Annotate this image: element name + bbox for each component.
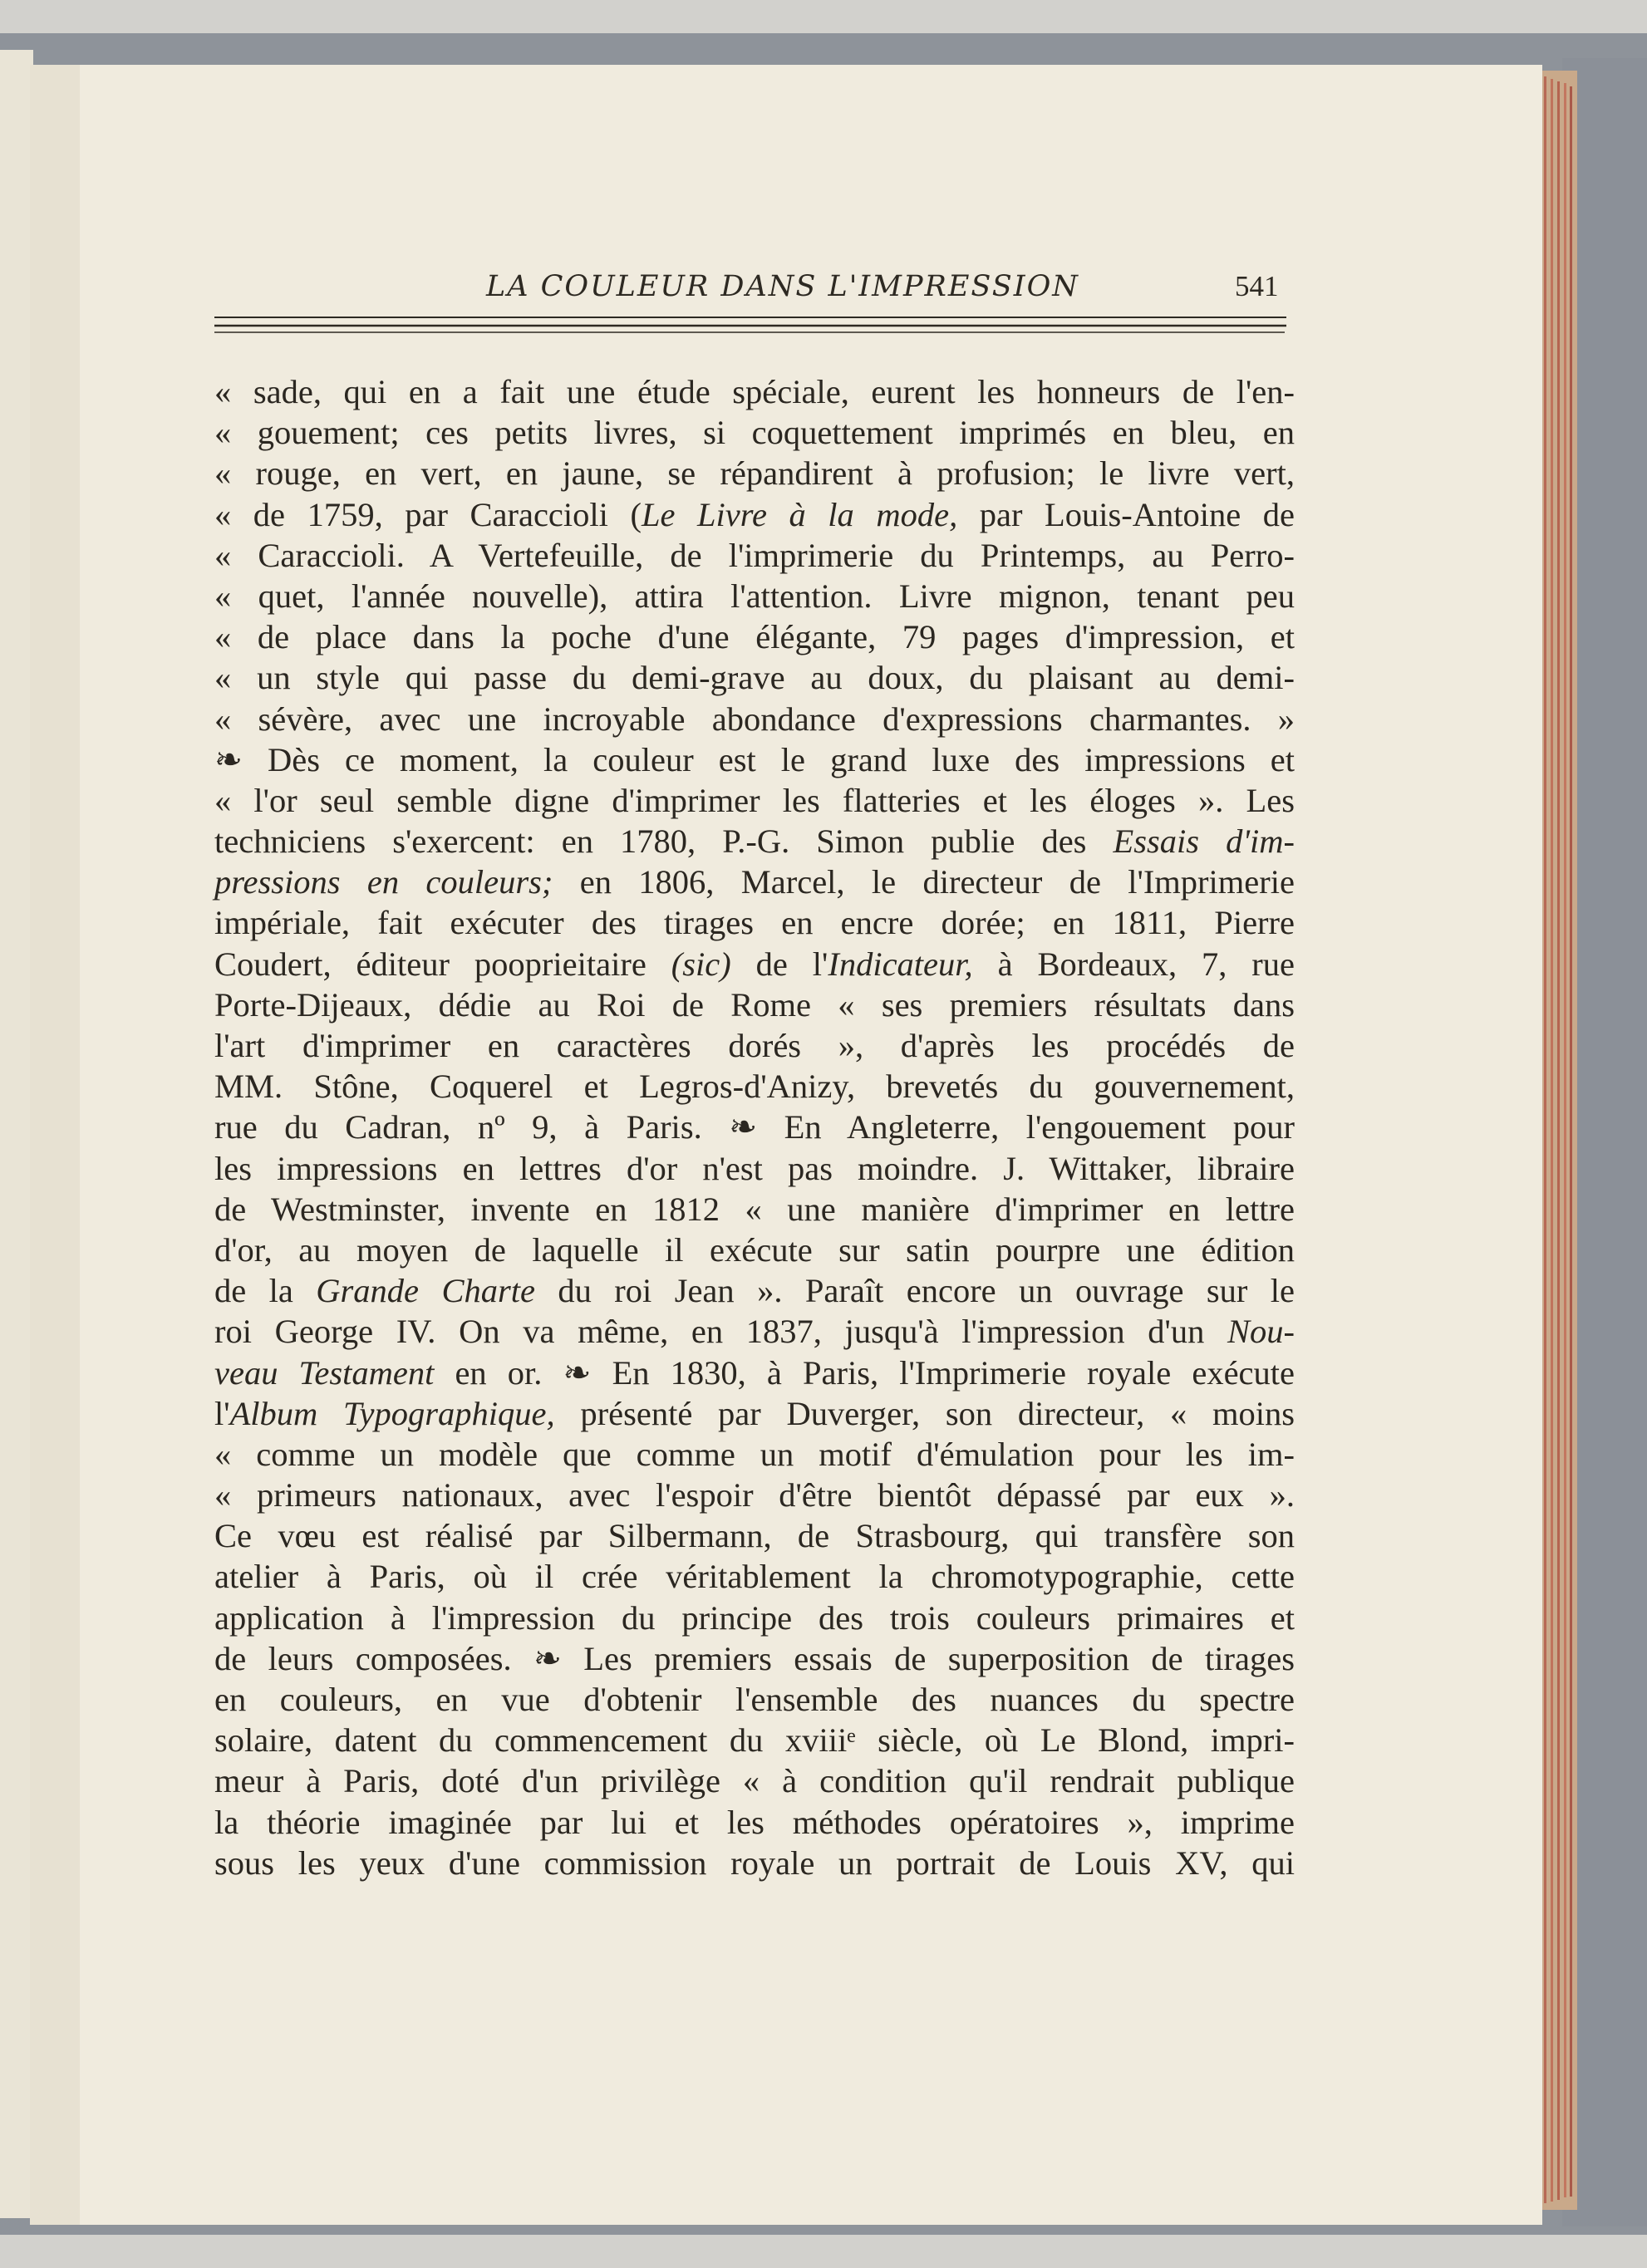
text-span: roi George IV. On va même, en 1837, jusqu'à l'impression d'un [214,1313,1227,1351]
text-span: à Bordeaux, 7, rue [972,945,1295,983]
text-span: « sévère, avec une incroyable abondance d'expressions charmantes. » [214,700,1295,738]
text-span: la théorie imaginée par lui et les méthodes opératoires », imprime [214,1803,1295,1841]
text-span: en couleurs, en vue d'obtenir l'ensemble des nuances du spectre [214,1681,1295,1718]
text-line [214,1311,1295,1352]
text-line [214,1598,1295,1638]
text-span: en 1806, Marcel, le directeur de l'Imprimerie [553,863,1295,901]
text-line [214,1025,1295,1066]
italic-span: Grande Charte [316,1272,535,1310]
text-span: de leurs composées. ❧ Les premiers essais de superposition de tirages [214,1639,1295,1677]
text-span: ❧ Dès ce moment, la couleur est le grand luxe des impressions et [214,740,1295,778]
text-line [214,1556,1295,1597]
text-span: « l'or seul semble digne d'imprimer les flatteries et les éloges ». Les [214,781,1295,819]
text-span: « comme un modèle que comme un motif d'émulation pour les im- [214,1435,1295,1473]
text-line [214,739,1295,780]
italic-span: veau Testament [214,1353,435,1392]
text-span: de Westminster, invente en 1812 « une manière d'imprimer en lettre [214,1190,1295,1228]
text-line [214,1434,1295,1475]
page-number: 541 [1235,270,1279,302]
text-line [214,371,1295,412]
text-span: meur à Paris, doté d'un privilège « à condition qu'il rendrait publique [214,1762,1295,1800]
text-span: Ce vœu est réalisé par Silbermann, de Strasbourg, qui transfère son [214,1517,1295,1555]
italic-span: Essais d'im- [1113,822,1295,861]
text-span: du roi Jean ». Paraît encore un ouvrage sur le [534,1272,1295,1310]
text-line [214,944,1295,984]
text-span: d'or, au moyen de laquelle il exécute sur satin pourpre une édition [214,1230,1295,1269]
text-span: « un style qui passe du demi-grave au doux, du plaisant au demi- [214,659,1295,697]
text-span: « de 1759, par Caraccioli ( [214,495,642,533]
text-line [214,1148,1295,1189]
italic-span: Album Typographique, [229,1394,555,1432]
text-line [214,1393,1295,1434]
text-line [214,1802,1295,1843]
text-span: « de place dans la poche d'une élégante, 79 pages d'impression, et [214,618,1295,656]
text-span: « primeurs nationaux, avec l'espoir d'être bientôt dépassé par eux ». [214,1476,1295,1514]
text-span: « gouement; ces petits livres, si coquettement imprimés en bleu, en [214,414,1295,452]
text-line [214,657,1295,698]
text-line [214,1189,1295,1230]
text-span: présenté par Duverger, son directeur, « moins [554,1394,1295,1432]
text-line [214,780,1295,821]
text-line [214,576,1295,616]
text-line [214,1760,1295,1801]
text-span: en or. ❧ En 1830, à Paris, l'Imprimerie royale exécute [434,1353,1295,1392]
text-line [214,1230,1295,1270]
text-span: « Caraccioli. A Vertefeuille, de l'imprimerie du Printemps, au Perro- [214,536,1295,574]
text-line [214,1066,1295,1107]
text-span: Porte-Dijeaux, dédie au Roi de Rome « ses premiers résultats dans [214,985,1295,1024]
text-span: Coudert, éditeur pooprieitaire [214,945,671,983]
text-span: rue du Cadran, nº 9, à Paris. ❧ En Angleterre, l'engouement pour [214,1108,1295,1146]
text-span: par Louis-Antoine de [957,495,1295,533]
text-span: application à l'impression du principe des trois couleurs primaires et [214,1598,1295,1637]
text-line [214,1475,1295,1515]
text-line [214,412,1295,453]
text-line [214,902,1295,943]
text-span: atelier à Paris, où il crée véritablement la chromotypographie, cette [214,1558,1295,1596]
text-span: les impressions en lettres d'or n'est pas moindre. J. Wittaker, libraire [214,1149,1295,1187]
text-span: MM. Stône, Coquerel et Legros-d'Anizy, brevetés du gouvernement, [214,1068,1295,1106]
text-line [214,699,1295,739]
italic-span: pressions en couleurs; [214,863,553,901]
running-title: LA COULEUR DANS L'IMPRESSION [486,270,1079,303]
text-line [214,862,1295,902]
text-line [214,1515,1295,1556]
text-span: « rouge, en vert, en jaune, se répandirent à profusion; le livre vert, [214,454,1295,493]
text-line [214,494,1295,535]
italic-span: Nou- [1227,1313,1295,1351]
text-line [214,1679,1295,1720]
text-span: « sade, qui en a fait une étude spéciale, eurent les honneurs de l'en- [214,373,1295,410]
text-span: techniciens s'exercent: en 1780, P.-G. Simon publie des [214,822,1114,861]
text-span: de la [214,1272,317,1310]
text-line [214,1107,1295,1147]
text-line [214,535,1295,576]
text-span: impériale, fait exécuter des tirages en encre dorée; en 1811, Pierre [214,904,1295,942]
text-span: sous les yeux d'une commission royale un portrait de Louis XV, qui [214,1843,1295,1882]
text-line [214,1352,1295,1393]
text-span: de l' [730,945,828,983]
text-line [214,821,1295,862]
italic-span: (sic) [671,945,731,983]
text-line [214,453,1295,493]
text-line [214,1843,1295,1883]
body-text [214,371,1295,1883]
text-span: « quet, l'année nouvelle), attira l'attention. Livre mignon, tenant peu [214,577,1295,615]
text-span: solaire, datent du commencement du xviiiᵉ siècle, où Le Blond, impri- [214,1721,1295,1760]
italic-span: Le Livre à la mode, [641,495,958,533]
text-line [214,1720,1295,1760]
italic-span: Indicateur, [828,945,973,983]
text-line [214,1270,1295,1311]
text-line [214,616,1295,657]
text-line [214,984,1295,1025]
text-span: l' [214,1394,230,1432]
text-span: l'art d'imprimer en caractères dorés », d'après les procédés de [214,1027,1295,1064]
text-line [214,1638,1295,1679]
